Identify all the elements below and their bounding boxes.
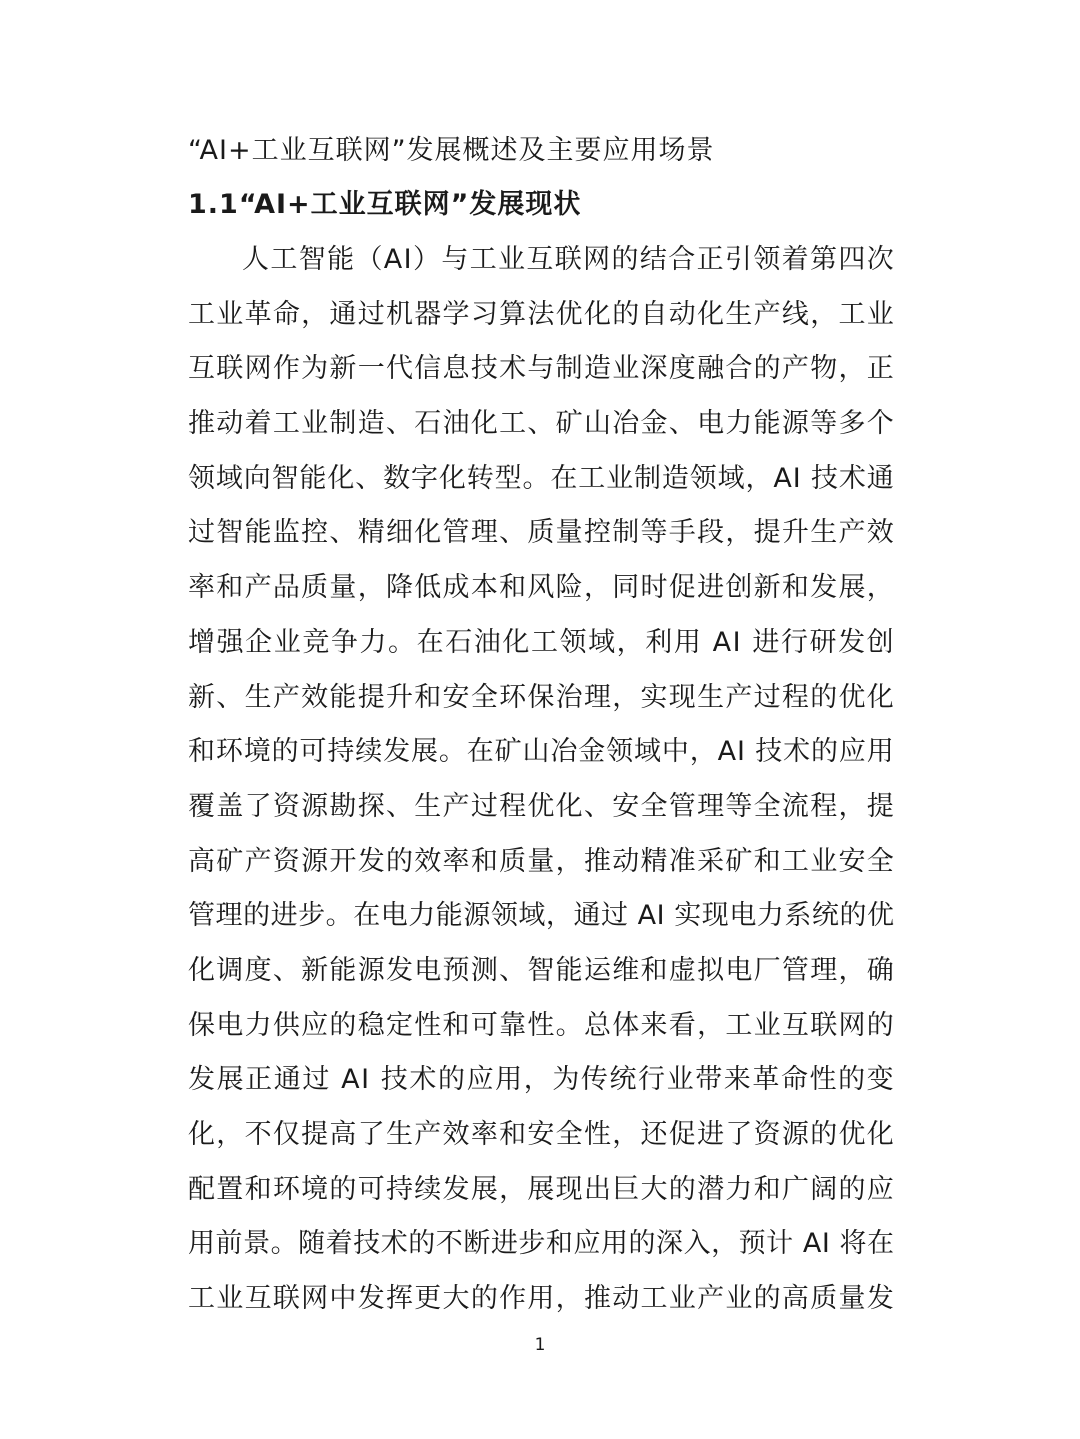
page-number: 1	[534, 1335, 546, 1355]
paragraph-line: 过 智 能 监 控 、 精 细 化 管 理 、 质 量 控 制 等 手 段 ， 提 升 生 产 效	[188, 517, 894, 549]
paragraph-line: 配 置 和 环 境 的 可 持 续 发 展 ， 展 现 出 巨 大 的 潜 力 和 广 阔 的 应	[188, 1173, 894, 1205]
paragraph-line: 覆 盖 了 资 源 勘 探 、 生 产 过 程 优 化 、 安 全 管 理 等 全 流 程 ， 提	[188, 790, 894, 822]
paragraph-line: 人 工 智 能 （ A I ） 与 工 业 互 联 网 的 结 合 正 引 领 着 第 四 次	[242, 244, 894, 275]
paragraph-line: 化 调 度 、 新 能 源 发 电 预 测 、 智 能 运 维 和 虚 拟 电 厂 管 理 ， 确	[188, 954, 894, 986]
section-heading: 1.1“AI+工业互联网”发展现状	[188, 189, 582, 220]
paragraph-line: 工 业 互 联 网 中 发 挥 更 大 的 作 用 ， 推 动 工 业 产 业 的 高 质 量 发	[188, 1283, 894, 1315]
document-title: “AI+工业互联网”发展概述及主要应用场景	[188, 135, 715, 166]
paragraph-line: 发 展 正 通 过 A I 技 术 的 应 用 ， 为 传 统 行 业 带 来 革 命 性 的 变	[188, 1064, 894, 1096]
paragraph-line: 保 电 力 供 应 的 稳 定 性 和 可 靠 性 。 总 体 来 看 ， 工 业 互 联 网 的	[188, 1009, 894, 1041]
paragraph-line: 化 ， 不 仅 提 高 了 生 产 效 率 和 安 全 性 ， 还 促 进 了 资 源 的 优 化	[188, 1119, 894, 1150]
paragraph-line: 领 域 向 智 能 化 、 数 字 化 转 型 。 在 工 业 制 造 领 域 ， A I 技 术 通	[188, 462, 894, 494]
paragraph-line: 增 强 企 业 竞 争 力 。 在 石 油 化 工 领 域 ， 利 用 A I 进 行 研 发 创	[188, 626, 894, 658]
paragraph-line: 互 联 网 作 为 新 一 代 信 息 技 术 与 制 造 业 深 度 融 合 的 产 物 ， 正	[188, 353, 894, 385]
paragraph-line: 工 业 革 命 ， 通 过 机 器 学 习 算 法 优 化 的 自 动 化 生 产 线 ， 工 业	[188, 298, 894, 330]
paragraph-line: 新 、 生 产 效 能 提 升 和 安 全 环 保 治 理 ， 实 现 生 产 过 程 的 优 化	[188, 681, 894, 713]
paragraph-line: 管 理 的 进 步 。 在 电 力 能 源 领 域 ， 通 过 A I 实 现 电 力 系 统 的 优	[188, 900, 894, 932]
paragraph-line: 用 前 景 。 随 着 技 术 的 不 断 进 步 和 应 用 的 深 入 ， 预 计 A I 将 在	[188, 1228, 894, 1260]
body-paragraph	[188, 233, 894, 1327]
paragraph-line: 率 和 产 品 质 量 ， 降 低 成 本 和 风 险 ， 同 时 促 进 创 新 和 发 展 ，	[188, 572, 894, 604]
paragraph-line: 高 矿 产 资 源 开 发 的 效 率 和 质 量 ， 推 动 精 准 采 矿 和 工 业 安 全	[188, 845, 894, 877]
paragraph-line: 推 动 着 工 业 制 造 、 石 油 化 工 、 矿 山 冶 金 、 电 力 能 源 等 多 个	[188, 408, 894, 440]
paragraph-line: 和 环 境 的 可 持 续 发 展 。 在 矿 山 冶 金 领 域 中 ， A I 技 术 的 应 用	[188, 736, 894, 768]
